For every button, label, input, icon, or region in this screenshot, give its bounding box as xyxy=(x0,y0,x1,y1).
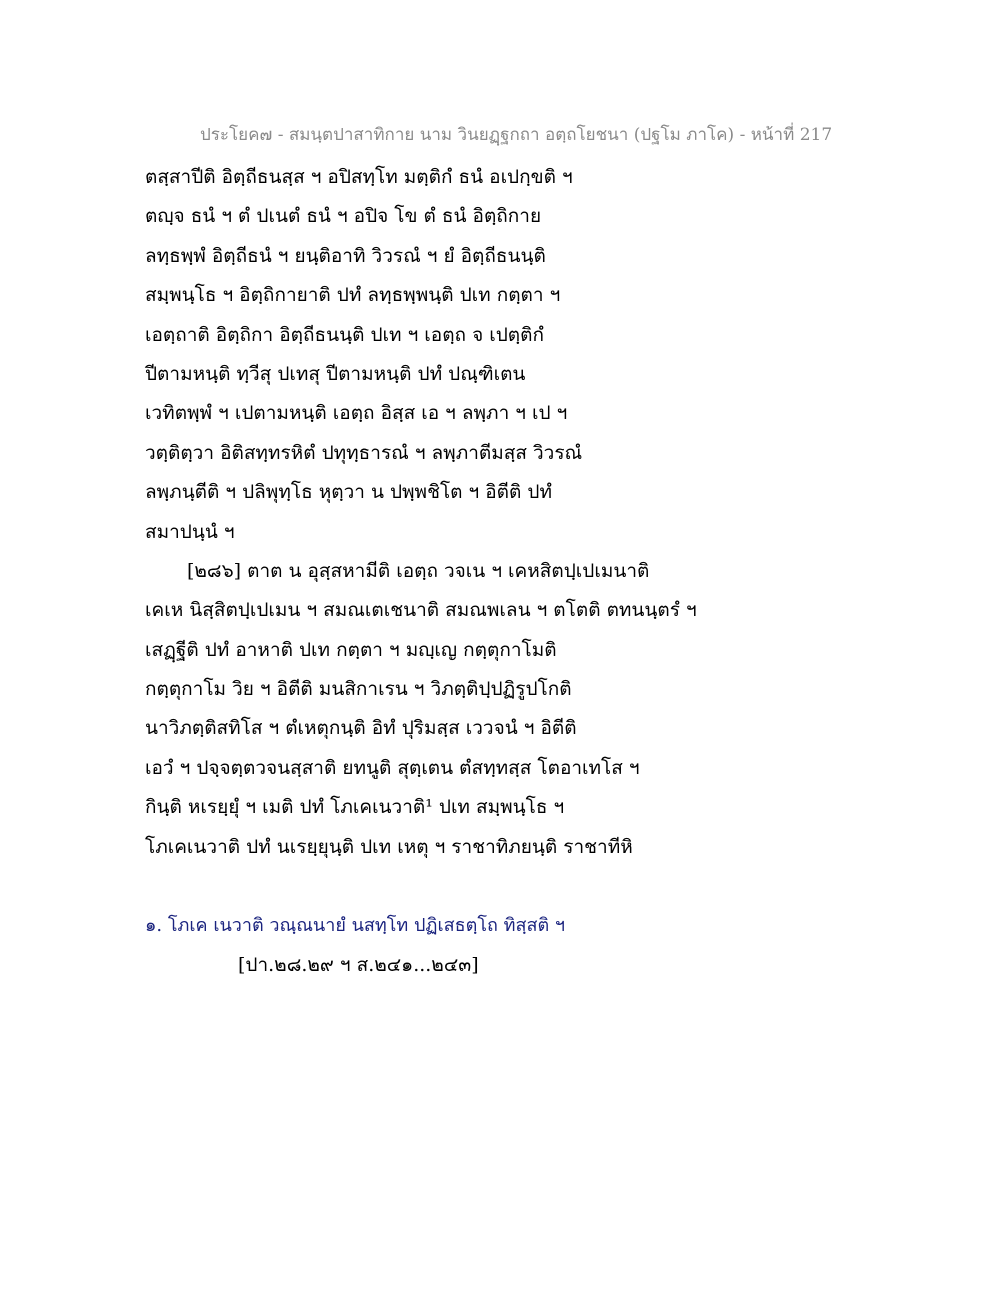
body-line: เสฏฺฐีติ ปทํ อาหาติ ปเท กตฺตา ฯ มญฺเญ กตฺตุกาโมติ xyxy=(145,638,557,661)
body-line: เคเห นิสฺสิตปฺเปเมน ฯ สมณเตเชนาติ สมณพเลน ฯ ตโตติ ตทนนฺตรํ ฯ xyxy=(145,599,697,622)
page-header: ประโยค๗ - สมนฺตปาสาทิกาย นาม วินยฏฺฐกถา อตฺถโยชนา (ปฐโม ภาโค) - หน้าที่ 217 xyxy=(200,125,833,145)
body-line: ลพฺภนฺตีติ ฯ ปลิพุทฺโธ หุตฺวา น ปพฺพชิโต ฯ อิตีติ ปทํ xyxy=(145,481,552,504)
page-reference: [ปา.๒๘.๒๙ ฯ ส.๒๔๑...๒๔๓] xyxy=(238,954,479,976)
footnote: ๑. โภเค เนวาติ วณฺณนายํ นสทฺโท ปฏิเสธตฺโถ ทิสฺสติ ฯ xyxy=(145,915,565,936)
body-line: สมาปนฺนํ ฯ xyxy=(145,520,235,543)
body-line: เวทิตพฺพํ ฯ เปตามหนฺติ เอตฺถ อิสฺส เอ ฯ ลพฺภา ฯ เป ฯ xyxy=(145,402,568,425)
body-line: เอวํ ฯ ปจฺจตฺตวจนสฺสาติ ยทนูติ สุตฺเตน ตํสทฺทสฺส โตอาเทโส ฯ xyxy=(145,756,640,779)
body-line: เอตฺถาติ อิตฺถิกา อิตฺถีธนนฺติ ปเท ฯ เอตฺถ จ เปตฺติกํ xyxy=(145,323,544,346)
body-line: โภเคเนวาติ ปทํ นเรยฺยุนฺติ ปเท เหตุ ฯ ราชาทิภยนฺติ ราชาทีหิ xyxy=(145,835,633,858)
body-line: วตฺติตฺวา อิติสทฺทรหิตํ ปทุทฺธารณํ ฯ ลพฺภาตีมสฺส วิวรณํ xyxy=(145,441,583,464)
body-line: นาวิภตฺติสทิโส ฯ ตํเหตุกนฺติ อิทํ ปุริมสฺส เววจนํ ฯ อิตีติ xyxy=(145,717,577,740)
body-line: กตฺตุกาโม วิย ฯ อิตีติ มนสิกาเรน ฯ วิภตฺติปฺปฏิรูปโกติ xyxy=(145,678,572,701)
body-line: สมฺพนฺโธ ฯ อิตฺถิกายาติ ปทํ ลทฺธพฺพนฺติ ปเท กตฺตา ฯ xyxy=(145,284,561,307)
body-line: [๒๘๖] ตาต น อุสฺสหามีติ เอตฺถ วจเน ฯ เคหสิตปฺเปเมนาติ xyxy=(187,559,650,582)
body-line: กินฺติ หเรยฺยุํ ฯ เมติ ปทํ โภเคเนวาติ¹ ปเท สมฺพนฺโธ ฯ xyxy=(145,796,565,819)
body-line: ตสฺสาปีติ อิตฺถีธนสฺส ฯ อปิสทฺโท มตฺติกํ ธนํ อเปกฺขติ ฯ xyxy=(145,166,573,188)
body-line: ตญฺจ ธนํ ฯ ตํ ปเนตํ ธนํ ฯ อปิจ โข ตํ ธนํ อิตฺถิกาย xyxy=(145,205,542,228)
body-line: ปีตามหนฺติ ทฺวีสุ ปเทสุ ปีตามหนฺติ ปทํ ปณฺฑิเตน xyxy=(145,362,526,385)
body-line: ลทฺธพฺพํ อิตฺถีธนํ ฯ ยนฺติอาทิ วิวรณํ ฯ ยํ อิตฺถีธนนฺติ xyxy=(145,244,546,267)
body-text xyxy=(145,158,965,867)
